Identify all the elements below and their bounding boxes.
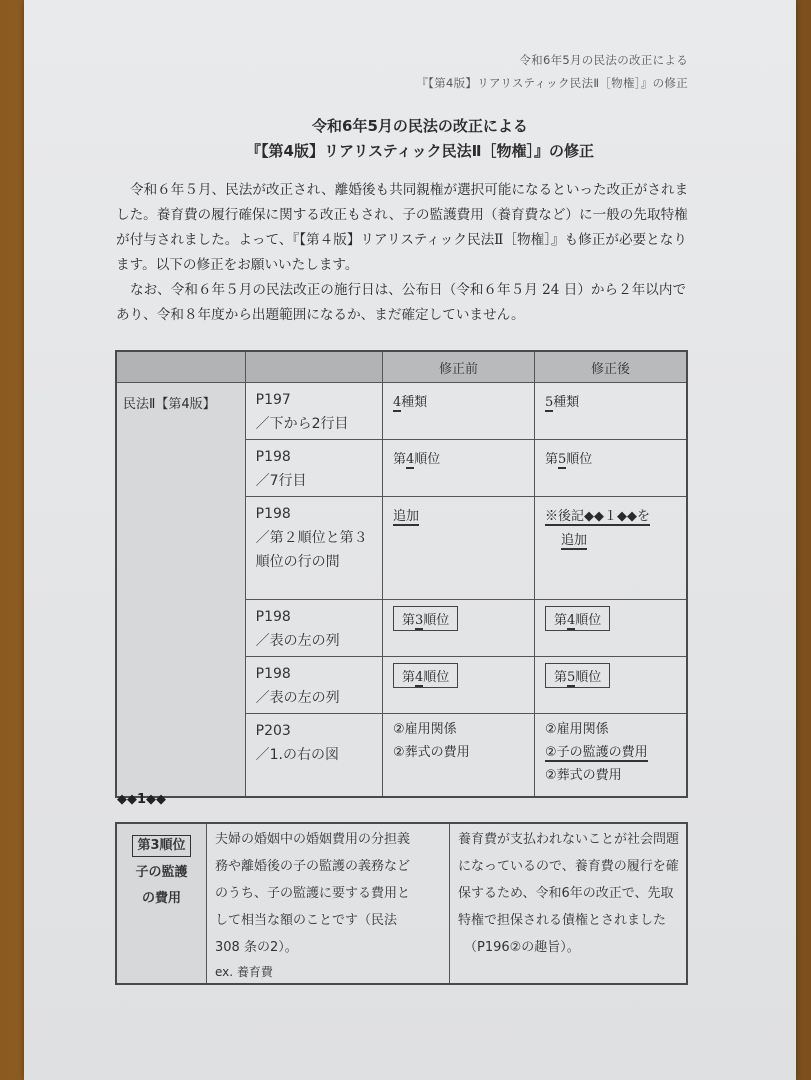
after-prefix: 第 — [544, 452, 558, 467]
before-text: 順位 — [423, 670, 450, 685]
priority-badge: 第3順位 — [132, 835, 190, 857]
underlined-number: 5 — [558, 452, 567, 467]
after-text: 順位 — [575, 670, 602, 685]
header-book — [116, 351, 245, 383]
before-text: 順位 — [423, 613, 450, 628]
after-cell — [534, 657, 687, 714]
after-text-line1: ※後記◆◆１◆◆を — [544, 509, 650, 524]
after-line: ②雇用関係 — [544, 722, 609, 737]
after-text-line2: 追加 — [560, 533, 587, 548]
after-cell — [534, 714, 687, 798]
page-ref: P198 — [255, 506, 291, 522]
before-prefix: 第 — [401, 670, 415, 685]
definition-line: 務や離婚後の子の監護の義務など — [215, 859, 411, 874]
definition-line: のうち、子の監護に要する費用と — [215, 886, 411, 901]
table-row — [116, 383, 687, 440]
before-cell — [382, 657, 534, 714]
book-label: 民法Ⅱ【第4版】 — [116, 383, 245, 798]
line-ref: ／第２順位と第３順位の行の間 — [255, 530, 368, 570]
line-ref: ／表の左の列 — [255, 690, 340, 706]
header-after: 修正後 — [534, 351, 687, 383]
definition-line: して相当な額のことです（民法 — [215, 913, 398, 928]
location-cell — [245, 497, 382, 600]
boxed-label — [545, 663, 610, 688]
after-text: 順位 — [566, 452, 593, 467]
label-line1: 子の監護 — [135, 865, 188, 880]
before-cell — [382, 383, 534, 440]
location-cell — [245, 440, 382, 497]
running-header-line2: 『【第4版】リアリスティック民法Ⅱ［物権］』の修正 — [416, 76, 688, 90]
table-row — [116, 823, 687, 984]
underlined-number: 5 — [567, 670, 576, 685]
before-prefix: 第 — [401, 613, 415, 628]
page-title-line1: 令和6年5月の民法の改正による — [312, 117, 528, 135]
header-location — [245, 351, 382, 383]
page-ref: P203 — [255, 723, 291, 739]
after-text: 順位 — [575, 613, 602, 628]
page-ref: P198 — [255, 666, 291, 682]
after-prefix: 第 — [553, 670, 567, 685]
boxed-label — [545, 606, 610, 631]
page-ref: P197 — [255, 392, 291, 408]
label-line2: の費用 — [141, 891, 181, 906]
after-cell — [534, 600, 687, 657]
before-line: ②葬式の費用 — [392, 745, 470, 760]
page-title-line2: 『【第4版】リアリスティック民法Ⅱ［物権］』の修正 — [246, 142, 594, 160]
addendum-label-cell — [116, 823, 207, 984]
underlined-number: 4 — [392, 395, 402, 410]
page-ref: P198 — [255, 449, 291, 465]
intro-paragraph-1: 令和６年５月、民法が改正され、離婚後も共同親権が選択可能になるといった改正がされました。養育費の履行確保に関する改正もされ、子の監護費用（養育費など）に一般の先取特権が付与されました。よって、『【第４版】リアリスティック民法Ⅱ［物権］』も修正が必要となります。以下の修正をお願いいたします。 — [116, 182, 689, 273]
after-cell — [534, 440, 687, 497]
line-ref: ／下から2行目 — [255, 416, 349, 432]
before-cell — [382, 497, 534, 600]
before-line: ②雇用関係 — [392, 722, 457, 737]
before-text: 追加 — [392, 509, 419, 524]
intro-paragraph-2: なお、令和６年５月の民法改正の施行日は、公布日（令和６年５月 24 日）から２年以内であり、令和８年度から出題範囲になるか、まだ確定していません。 — [116, 282, 687, 323]
before-cell — [382, 714, 534, 798]
definition-example: ex. 養育費 — [215, 965, 273, 979]
location-cell — [245, 383, 382, 440]
corrections-table — [115, 350, 688, 798]
addendum-marker: ◆◆1◆◆ — [117, 792, 167, 807]
before-text: 種類 — [401, 395, 428, 410]
note-line: （P196②の趣旨）。 — [464, 940, 580, 955]
before-prefix: 第 — [392, 452, 406, 467]
line-ref: ／表の左の列 — [255, 633, 340, 649]
underlined-number: 4 — [415, 670, 424, 685]
before-text: 順位 — [414, 452, 441, 467]
after-line-underlined: ②子の監護の費用 — [544, 745, 648, 760]
underlined-number: 3 — [415, 613, 424, 628]
line-ref: ／1.の右の図 — [255, 747, 339, 763]
after-text: 種類 — [553, 395, 580, 410]
location-cell — [245, 714, 382, 798]
location-cell — [245, 657, 382, 714]
note-line: 保するため、令和6年の改正で、先取 — [458, 886, 674, 901]
definition-line: 夫婦の婚姻中の婚姻費用の分担義 — [215, 832, 411, 847]
definition-line: 308 条の2）。 — [215, 940, 298, 955]
page-ref: P198 — [255, 609, 291, 625]
boxed-label — [393, 663, 458, 688]
location-cell — [245, 600, 382, 657]
document-page — [24, 0, 796, 1080]
note-cell — [450, 823, 688, 984]
note-line: になっているので、養育費の履行を確 — [458, 859, 679, 874]
table-header-row — [116, 351, 687, 383]
addendum-table — [115, 822, 688, 985]
header-before: 修正前 — [382, 351, 534, 383]
before-cell — [382, 600, 534, 657]
after-cell — [534, 497, 687, 600]
note-line: 養育費が支払われないことが社会問題 — [458, 832, 680, 847]
running-header-line1: 令和6年5月の民法の改正による — [519, 53, 688, 67]
note-line: 特権で担保される債権とされました — [458, 913, 667, 928]
line-ref: ／7行目 — [255, 473, 307, 489]
underlined-number: 4 — [567, 613, 576, 628]
underlined-number: 5 — [544, 395, 554, 410]
after-cell — [534, 383, 687, 440]
definition-cell — [207, 823, 450, 984]
underlined-number: 4 — [406, 452, 415, 467]
after-prefix: 第 — [553, 613, 567, 628]
after-line: ②葬式の費用 — [544, 768, 622, 783]
boxed-label — [393, 606, 458, 631]
before-cell — [382, 440, 534, 497]
